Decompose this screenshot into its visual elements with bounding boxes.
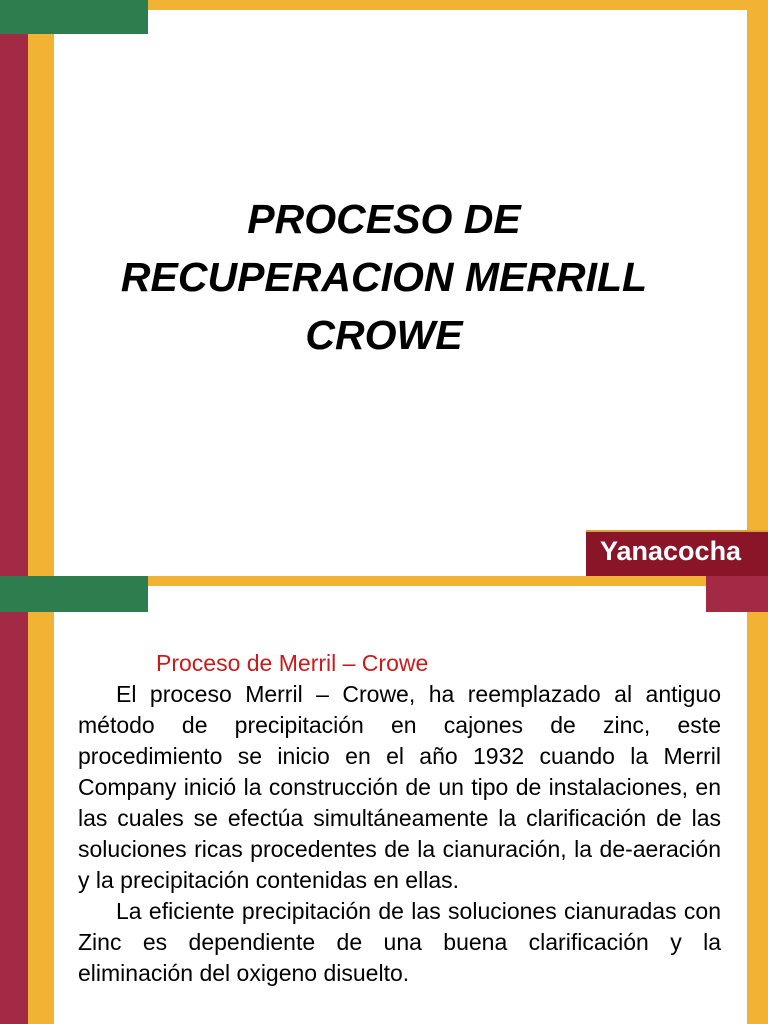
yellow-right-bar — [747, 10, 768, 530]
green-top-bar — [0, 576, 148, 612]
red-left-bar — [0, 612, 28, 1024]
content-slide — [0, 576, 768, 1024]
slide-title — [60, 190, 708, 364]
slide-body — [78, 648, 721, 989]
red-top-right-block — [706, 576, 768, 612]
paragraph-1: El proceso Merril – Crowe, ha reemplazado al antiguo método de precipitación en cajones de zinc, este procedimiento se inicio en el año 1932 cuando la Merril Company inició la construcción de un tipo de instalaciones, en las cuales se efectúa simultáneamente la clarificación de las soluciones ricas procedentes de la cianuración, la de-aeración y la precipitación contenidas en ellas. — [78, 681, 721, 893]
yellow-left-bar — [28, 34, 54, 576]
yellow-top-bar — [148, 0, 768, 10]
paragraph-2: La eficiente precipitación de las soluciones cianuradas con Zinc es dependiente de una buena clarificación y la eliminación del oxigeno disuelto. — [78, 898, 721, 986]
yellow-right-bar — [747, 612, 768, 1024]
red-left-bar — [0, 34, 28, 576]
yellow-left-bar — [28, 612, 54, 1024]
logo-text: Yanacocha — [600, 536, 742, 566]
title-line-1: PROCESO DE — [247, 196, 521, 242]
yellow-top-bar — [148, 576, 706, 586]
title-line-2: RECUPERACION MERRILL — [120, 254, 648, 300]
title-line-3: CROWE — [305, 312, 463, 358]
yanacocha-logo — [586, 530, 768, 576]
section-heading: Proceso de Merril – Crowe — [156, 650, 429, 676]
green-top-bar — [0, 0, 148, 34]
